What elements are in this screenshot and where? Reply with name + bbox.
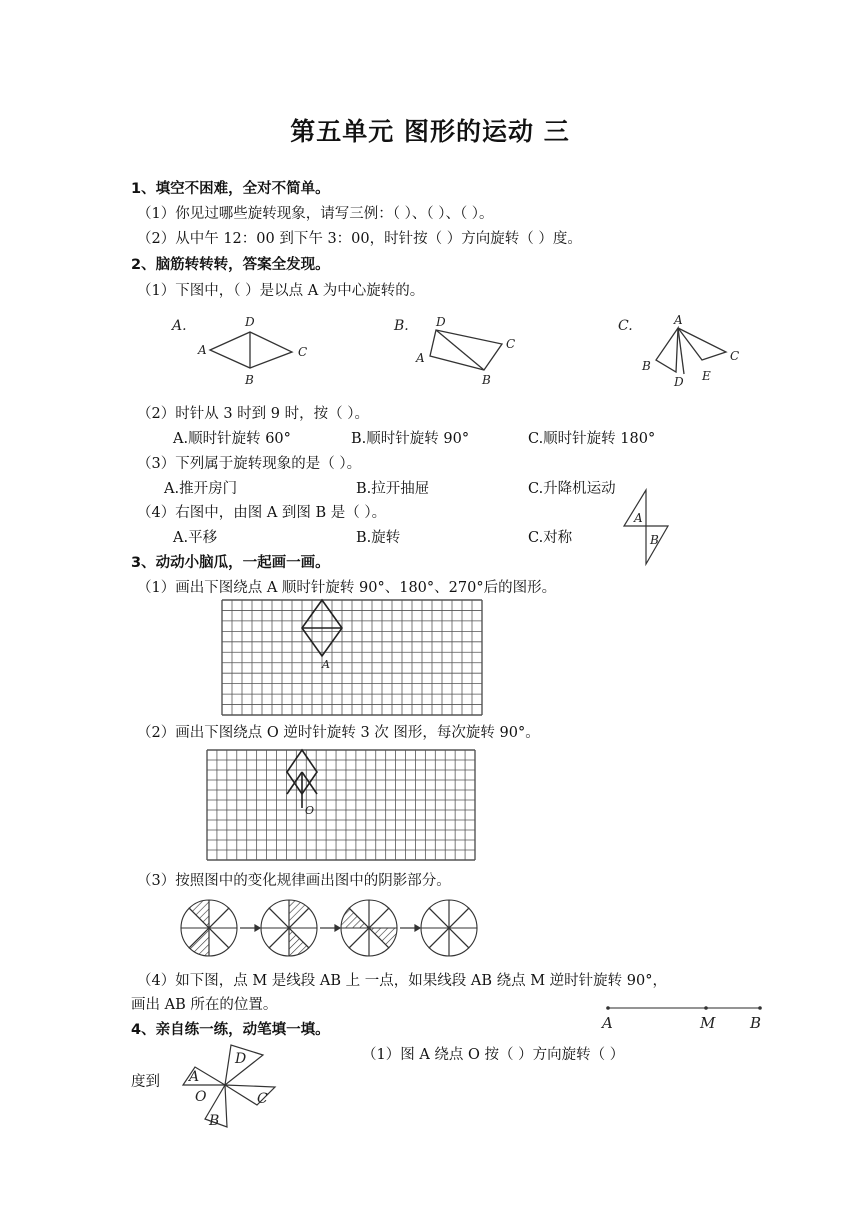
- s2-q3-option-b: B.拉开抽屉: [356, 481, 430, 497]
- triangles-a-b-figure: [616, 488, 676, 568]
- circle-sector: [449, 908, 477, 928]
- pinwheel-label-d: D: [235, 1051, 247, 1067]
- s2-q4-option-b: B.旋转: [356, 530, 401, 546]
- grid1-point-a: A: [322, 658, 330, 671]
- s1-question-1: （1）你见过哪些旋转现象，请写三例：（ ）、（ ）、（ ）。: [137, 206, 494, 222]
- s2-q2-option-b: B.顺时针旋转 90°: [351, 431, 470, 447]
- circle-sector: [429, 928, 449, 956]
- s3-question-2: （2）画出下图绕点 O 逆时针旋转 3 次 图形，每次旋转 90°。: [137, 725, 540, 741]
- s4-question-1-line1: （1）图 A 绕点 O 按（ ）方向旋转（ ）: [362, 1047, 625, 1063]
- option-a-figure: [170, 312, 320, 392]
- s1-question-2: （2）从中午 12：00 到下午 3：00，时针按（ ）方向旋转（ ）度。: [137, 231, 582, 247]
- segment-label-m: M: [700, 1014, 716, 1032]
- grid2-point-o: O: [305, 804, 315, 817]
- circle-sector: [209, 900, 229, 928]
- fig-a-label-d: D: [245, 315, 255, 329]
- circle-sector: [189, 900, 209, 928]
- pinwheel-figure: [165, 1035, 285, 1135]
- s2-question-4: （4）右图中，由图 A 到图 B 是（ ）。: [137, 505, 387, 521]
- circle-sector: [289, 928, 309, 956]
- s3-question-3: （3）按照图中的变化规律画出图中的阴影部分。: [137, 873, 451, 889]
- s2-q4-option-a: A.平移: [173, 530, 218, 546]
- s2-q3-option-a: A.推开房门: [164, 481, 238, 497]
- fig-a-label-c: C: [298, 345, 308, 359]
- circle-sector: [449, 900, 469, 928]
- section-2-heading: 2、脑筋转转转，答案全发现。: [131, 257, 330, 273]
- page-title: 第五单元 图形的运动 三: [290, 117, 570, 146]
- circle-sector: [209, 928, 237, 948]
- s3-question-1: （1）画出下图绕点 A 顺时针旋转 90°、180°、270°后的图形。: [137, 580, 557, 596]
- segment-ab-figure: [600, 1002, 780, 1034]
- fig-b-label-c: C: [506, 337, 516, 351]
- circle-sector: [341, 908, 369, 928]
- circle-sector: [421, 908, 449, 928]
- fig-c-label-c: C: [730, 349, 740, 363]
- circle-sector: [369, 928, 397, 948]
- s4-question-1-line2: 度到: [131, 1074, 160, 1090]
- segment-label-b: B: [750, 1014, 762, 1032]
- circle-sector: [189, 928, 209, 956]
- s2-question-3: （3）下列属于旋转现象的是（ ）。: [137, 456, 362, 472]
- circle-sector: [421, 928, 449, 948]
- pinwheel-label-c: C: [257, 1091, 268, 1107]
- s2-q2-option-a: A.顺时针旋转 60°: [173, 431, 291, 447]
- circle-sector: [269, 900, 289, 928]
- s3-question-4-line1: （4）如下图，点 M 是线段 AB 上 一点，如果线段 AB 绕点 M 逆时针旋转 90°，: [137, 973, 667, 989]
- option-b-figure: [392, 312, 542, 392]
- fig-c-label-b: B: [642, 359, 651, 373]
- section-4-heading: 4、亲自练一练，动笔填一填。: [131, 1022, 330, 1038]
- option-a-letter: A.: [172, 318, 187, 334]
- circle-sector: [261, 928, 289, 948]
- circle-sector: [289, 900, 309, 928]
- circle-sector: [341, 928, 369, 948]
- circle-sector: [429, 900, 449, 928]
- option-c-figure: [616, 312, 766, 392]
- triangle-label-b: B: [650, 533, 659, 547]
- circle-sector: [369, 908, 397, 928]
- pinwheel-label-b: B: [209, 1113, 220, 1129]
- s3-question-4-line2: 画出 AB 所在的位置。: [131, 997, 278, 1013]
- segment-label-a: A: [602, 1014, 613, 1032]
- circle-sector: [269, 928, 289, 956]
- circle-sector: [369, 900, 389, 928]
- circle-sector: [261, 908, 289, 928]
- s2-question-2: （2）时针从 3 时到 9 时，按（ ）。: [137, 406, 369, 422]
- fig-c-label-e: E: [702, 369, 711, 383]
- s2-q2-option-c: C.顺时针旋转 180°: [528, 431, 656, 447]
- circle-sector: [209, 908, 237, 928]
- circle-sector: [449, 928, 477, 948]
- option-c-letter: C.: [618, 318, 633, 334]
- pattern-circles: [180, 895, 490, 965]
- section-1-heading: 1、填空不困难，全对不简单。: [131, 181, 330, 197]
- fig-a-label-a: A: [198, 343, 207, 357]
- fig-b-label-a: A: [416, 351, 425, 365]
- fig-b-label-b: B: [482, 373, 491, 387]
- fig-c-label-d: D: [674, 375, 684, 389]
- fig-a-label-b: B: [245, 373, 254, 387]
- option-b-letter: B.: [394, 318, 409, 334]
- grid-arrow-shape: [207, 750, 475, 860]
- section-3-heading: 3、动动小脑瓜，一起画一画。: [131, 555, 330, 571]
- circle-sector: [209, 928, 229, 956]
- fig-c-label-a: A: [674, 313, 683, 327]
- s2-q3-option-c: C.升降机运动: [528, 481, 616, 497]
- fig-b-label-d: D: [436, 315, 446, 329]
- grid-rhombus: [222, 600, 482, 715]
- circle-sector: [349, 928, 369, 956]
- triangle-label-a: A: [634, 511, 643, 525]
- pinwheel-label-a: A: [189, 1069, 200, 1085]
- s2-q4-option-c: C.对称: [528, 530, 573, 546]
- s2-question-1: （1）下图中，（ ）是以点 A 为中心旋转的。: [137, 283, 425, 299]
- circle-sector: [449, 928, 469, 956]
- pinwheel-label-o: O: [195, 1089, 207, 1105]
